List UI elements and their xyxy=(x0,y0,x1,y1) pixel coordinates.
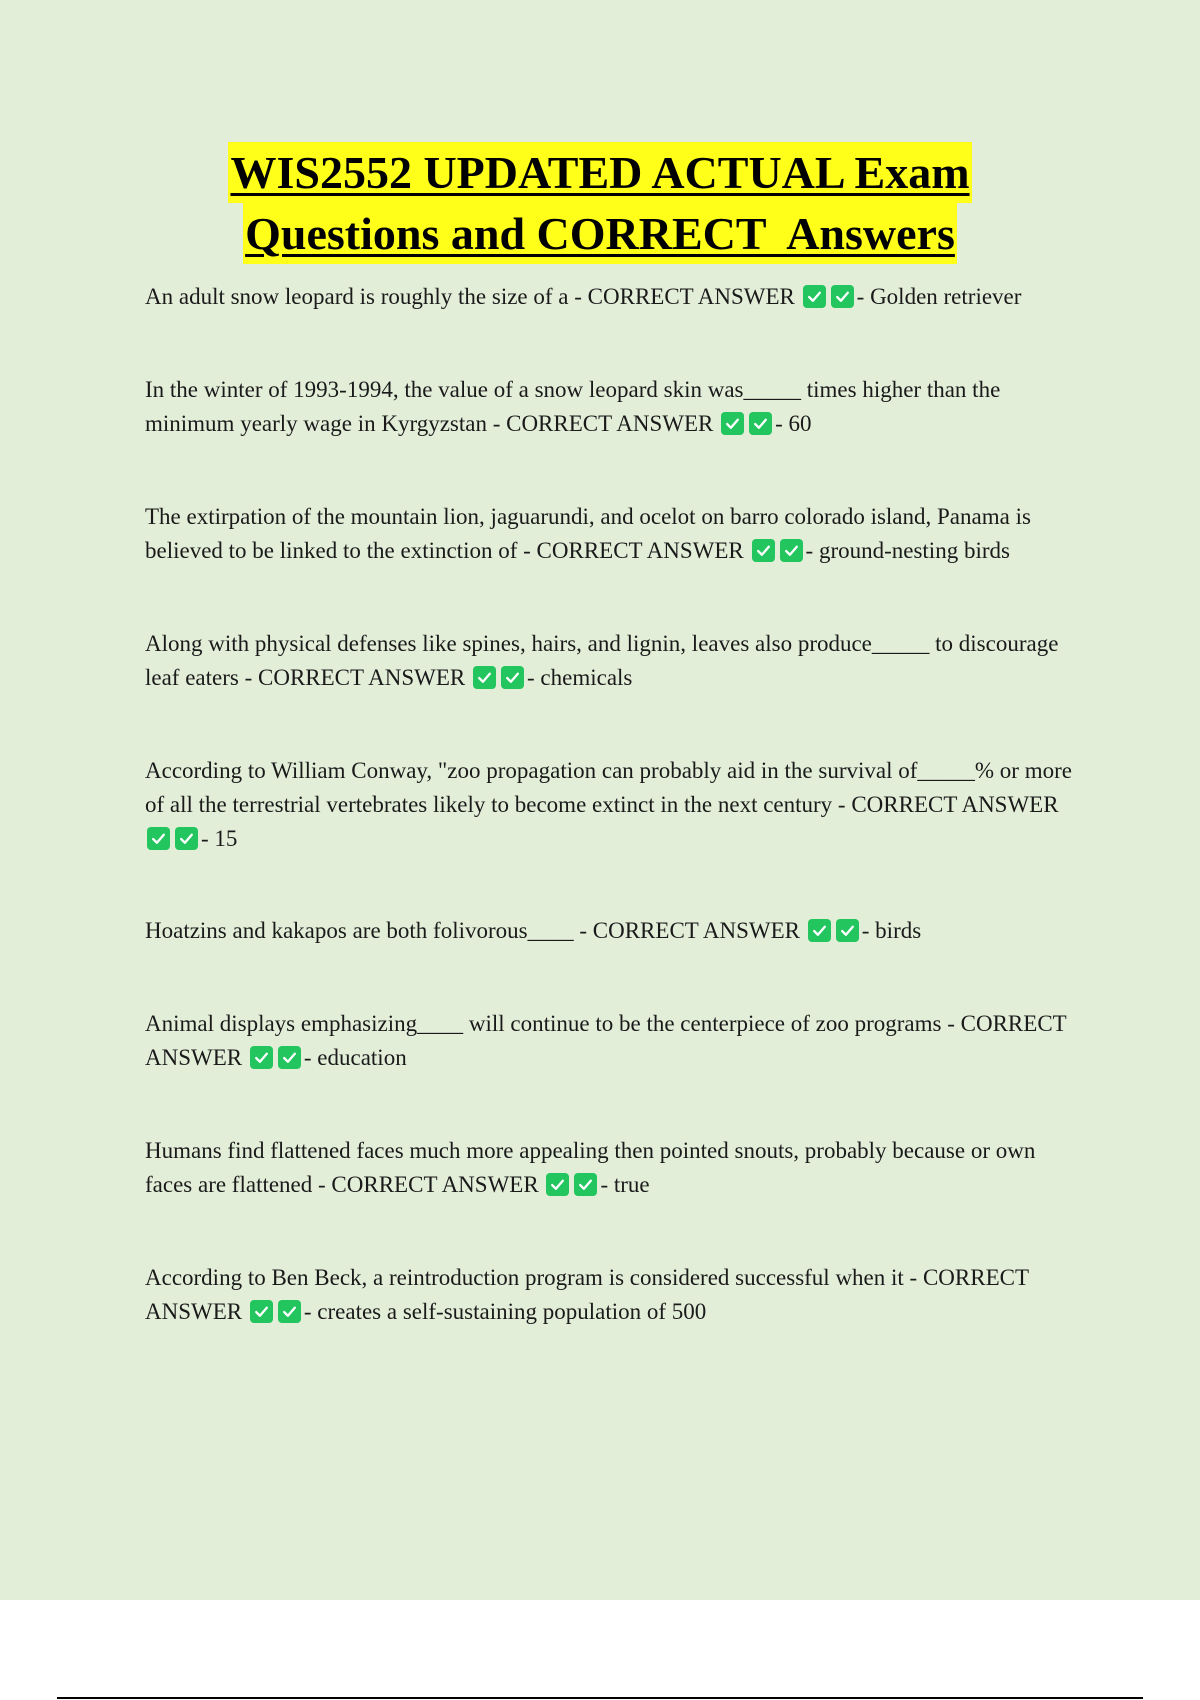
question-text: The extirpation of the mountain lion, jaguarundi, and ocelot on barro colorado island, Panama is believed to be linked to the extinction of - CORRECT ANSWER xyxy=(145,504,1031,563)
question-text: In the winter of 1993-1994, the value of a snow leopard skin was_____ times higher than the minimum yearly wage in Kyrgyzstan - CORRECT ANSWER xyxy=(145,377,1001,436)
check-mark-icon xyxy=(546,1173,569,1196)
footer-divider xyxy=(57,1697,1143,1699)
question-text: Along with physical defenses like spines, hairs, and lignin, leaves also produce_____ to discourage leaf eaters - CORRECT ANSWER xyxy=(145,631,1059,690)
document-title xyxy=(0,142,1200,264)
question-text: An adult snow leopard is roughly the size of a - CORRECT ANSWER xyxy=(145,284,795,309)
check-mark-icon xyxy=(501,666,524,689)
check-mark-icon xyxy=(278,1300,301,1323)
question-text: Hoatzins and kakapos are both folivorous____ - CORRECT ANSWER xyxy=(145,918,801,943)
answer-text: - 60 xyxy=(775,411,812,436)
qa-item xyxy=(145,280,1085,314)
answer-text: - birds xyxy=(861,918,922,943)
question-text: According to Ben Beck, a reintroduction program is considered successful when it - CORRECT ANSWER xyxy=(145,1265,1029,1324)
qa-item xyxy=(145,500,1085,568)
check-mark-icon xyxy=(574,1173,597,1196)
answer-text: - education xyxy=(303,1045,407,1070)
check-mark-icon xyxy=(278,1046,301,1069)
answer-text: - ground-nesting birds xyxy=(805,538,1010,563)
check-mark-icon xyxy=(473,666,496,689)
check-mark-icon xyxy=(147,827,170,850)
answer-text: - chemicals xyxy=(527,665,633,690)
check-mark-icon xyxy=(808,919,831,942)
answer-text: - true xyxy=(600,1172,650,1197)
check-mark-icon xyxy=(175,827,198,850)
question-text: Animal displays emphasizing____ will continue to be the centerpiece of zoo programs - CORRECT ANSWER xyxy=(145,1011,1067,1070)
check-mark-icon xyxy=(803,285,826,308)
qa-item xyxy=(145,627,1085,695)
qa-item xyxy=(145,1261,1085,1329)
title-line-2: Questions and CORRECT Answers xyxy=(243,203,957,264)
qa-item xyxy=(145,373,1085,441)
title-line-1: WIS2552 UPDATED ACTUAL Exam xyxy=(228,142,971,203)
check-mark-icon xyxy=(250,1046,273,1069)
question-text: According to William Conway, "zoo propagation can probably aid in the survival of_____% or more of all the terrestrial vertebrates likely to become extinct in the next century - CORRECT ANSWER xyxy=(145,758,1072,817)
check-mark-icon xyxy=(250,1300,273,1323)
answer-text: - Golden retriever xyxy=(856,284,1022,309)
check-mark-icon xyxy=(836,919,859,942)
question-text: Humans find flattened faces much more appealing then pointed snouts, probably because or own faces are flattened - CORRECT ANSWER xyxy=(145,1138,1036,1197)
check-mark-icon xyxy=(749,412,772,435)
qa-item xyxy=(145,914,1085,948)
qa-item xyxy=(145,754,1085,856)
qa-item xyxy=(145,1134,1085,1202)
check-mark-icon xyxy=(752,539,775,562)
check-mark-icon xyxy=(780,539,803,562)
qa-item xyxy=(145,1007,1085,1075)
check-mark-icon xyxy=(721,412,744,435)
answer-text: - creates a self-sustaining population of 500 xyxy=(303,1299,707,1324)
check-mark-icon xyxy=(831,285,854,308)
answer-text: - 15 xyxy=(201,826,238,851)
